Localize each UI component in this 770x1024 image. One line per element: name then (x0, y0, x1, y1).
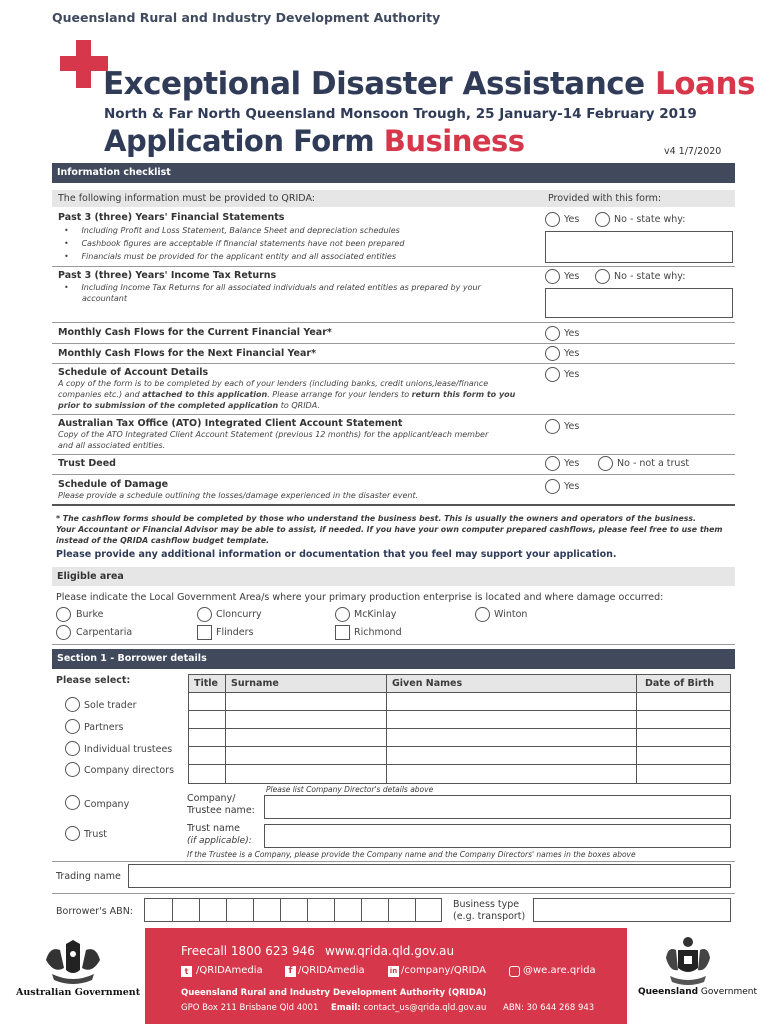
directors-note: Please list Company Director's details above (266, 785, 434, 794)
area-mckinlay-label: McKinlay (354, 609, 397, 620)
australian-government-label: Australian Government (16, 987, 141, 998)
footer-panel (145, 928, 627, 1024)
tax-yes-radio[interactable] (545, 269, 560, 284)
type-company-directors-radio[interactable] (65, 762, 80, 777)
type-sole-trader-label: Sole trader (84, 700, 137, 711)
table-row[interactable] (387, 765, 637, 784)
borrower-table (188, 674, 731, 784)
account-details-yes-label: Yes (564, 369, 580, 380)
cashflow-current-yes-label: Yes (564, 328, 580, 339)
cashflow-next-yes-radio[interactable] (545, 346, 560, 361)
account-details-label: Schedule of Account Details (58, 367, 209, 378)
ato-statement-line-2: and all associated entities. (58, 441, 166, 450)
instagram-icon (509, 966, 520, 977)
business-type-input[interactable] (533, 898, 731, 922)
damage-schedule-line-1: Please provide a schedule outlining the losses/damage experienced in the disaster event. (58, 491, 419, 500)
financial-yes-label: Yes (564, 214, 580, 225)
cashflow-note-1: * The cashflow forms should be completed by those who understand the business best. This is usually the owners and operators of the business. (56, 514, 697, 523)
version-label: v4 1/7/2020 (664, 146, 722, 157)
financial-no-radio[interactable] (595, 212, 610, 227)
damage-yes-label: Yes (564, 481, 580, 492)
financial-bullet-2: • Cashbook figures are acceptable if financial statements have not been prepared (64, 239, 405, 248)
website-link[interactable]: www.qrida.qld.gov.au (325, 944, 455, 958)
facebook-handle[interactable]: /QRIDAmedia (298, 965, 365, 976)
tax-bullet-1: • Including Income Tax Returns for all associated individuals and related entities as prepared by your (64, 283, 481, 292)
footer-email[interactable]: Email: contact_us@qrida.qld.gov.au (331, 1003, 487, 1013)
table-row[interactable] (387, 747, 637, 765)
footer-org-name: Queensland Rural and Industry Development Authority (QRIDA) (181, 988, 487, 998)
twitter-handle[interactable]: /QRIDAmedia (196, 965, 263, 976)
col-dob: Date of Birth (645, 678, 715, 689)
table-row[interactable] (189, 711, 226, 729)
checklist-header: Information checklist (52, 163, 735, 183)
account-details-line-3: prior to submission of the completed application to QRIDA. (58, 401, 320, 410)
type-partners-radio[interactable] (65, 719, 80, 734)
table-row[interactable] (637, 711, 731, 729)
tax-returns-label: Past 3 (three) Years' Income Tax Returns (58, 270, 277, 281)
queensland-government-crest-icon (662, 934, 714, 986)
cashflow-next-yes-label: Yes (564, 348, 580, 359)
trust-deed-no-radio[interactable] (598, 456, 613, 471)
cashflow-current-yes-radio[interactable] (545, 326, 560, 341)
checklist-col-left: The following information must be provided to QRIDA: (58, 193, 315, 204)
plus-logo-icon (60, 40, 108, 88)
main-title: Exceptional Disaster Assistance Loans (103, 66, 755, 102)
table-row[interactable] (189, 729, 226, 747)
trading-name-label: Trading name (56, 871, 121, 882)
account-details-line-1: A copy of the form is to be completed by each of your lenders (including banks, credit unions,lease/finance (58, 379, 489, 388)
area-winton-radio[interactable] (475, 607, 490, 622)
area-burke-radio[interactable] (56, 607, 71, 622)
table-row[interactable] (189, 765, 226, 784)
type-company-radio[interactable] (65, 795, 80, 810)
company-name-label-1: Company/ (187, 793, 236, 804)
table-row[interactable] (189, 747, 226, 765)
cashflow-current-label: Monthly Cash Flows for the Current Financial Year* (58, 327, 332, 338)
trust-name-input[interactable] (264, 824, 731, 848)
financial-bullet-1: • Including Profit and Loss Statement, Balance Sheet and depreciation schedules (64, 226, 400, 235)
financial-bullet-3: • Financials must be provided for the applicant entity and all associated entities (64, 252, 397, 261)
australian-government-crest-icon (40, 940, 106, 986)
company-name-label-2: Trustee name: (187, 805, 255, 816)
eligible-area-header: Eligible area (52, 567, 735, 586)
type-individual-trustees-label: Individual trustees (84, 744, 173, 755)
facebook-icon: f (285, 966, 296, 977)
footer-address: GPO Box 211 Brisbane Qld 4001 (181, 1003, 319, 1013)
table-row[interactable] (387, 711, 637, 729)
ato-yes-label: Yes (564, 421, 580, 432)
form-title: Application Form Business (104, 124, 525, 158)
col-title: Title (194, 678, 218, 689)
type-company-label: Company (84, 799, 130, 810)
table-row[interactable] (637, 765, 731, 784)
instagram-handle[interactable]: @we.are.qrida (523, 965, 596, 976)
area-richmond-label: Richmond (354, 627, 402, 638)
table-row[interactable] (637, 747, 731, 765)
type-company-directors-label: Company directors (84, 765, 175, 776)
twitter-icon: t (181, 966, 192, 977)
area-winton-label: Winton (494, 609, 528, 620)
queensland-government-label: Queensland Government (638, 987, 758, 997)
abn-label: Borrower's ABN: (56, 906, 134, 917)
ato-statement-label: Australian Tax Office (ATO) Integrated Client Account Statement (58, 418, 403, 429)
subtitle: North & Far North Queensland Monsoon Trough, 25 January-14 February 2019 (104, 106, 697, 122)
type-partners-label: Partners (84, 722, 124, 733)
authority-name: Queensland Rural and Industry Development Authority (52, 10, 441, 25)
trust-deed-no-label: No - not a trust (617, 458, 690, 469)
tax-no-label: No - state why: (614, 271, 686, 282)
section1-header: Section 1 - Borrower details (52, 649, 735, 669)
business-type-label-1: Business type (453, 899, 520, 910)
col-given-names: Given Names (392, 678, 463, 689)
financial-no-label: No - state why: (614, 214, 686, 225)
area-carpentaria-label: Carpentaria (76, 627, 133, 638)
table-row[interactable] (637, 729, 731, 747)
trading-name-input[interactable] (128, 864, 731, 888)
type-sole-trader-radio[interactable] (65, 697, 80, 712)
table-row[interactable] (387, 729, 637, 747)
area-cloncurry-label: Cloncurry (216, 609, 262, 620)
cashflow-next-label: Monthly Cash Flows for the Next Financial Year* (58, 348, 317, 359)
area-flinders-label: Flinders (216, 627, 254, 638)
checklist-col-right: Provided with this form: (548, 193, 662, 204)
company-name-input[interactable] (264, 795, 731, 819)
account-details-line-2: companies etc.) and attached to this application. Please arrange for your lenders to return this form to you (58, 390, 516, 399)
cashflow-note-2: Your Accountant or Financial Advisor may be able to assist, if needed. If you have your own computer prepared cashflows, please feel free to use them (56, 525, 723, 534)
tax-no-radio[interactable] (595, 269, 610, 284)
table-row[interactable] (226, 729, 387, 747)
table-row[interactable] (226, 711, 387, 729)
trust-deed-yes-label: Yes (564, 458, 580, 469)
area-richmond-checkbox[interactable] (335, 625, 350, 640)
type-trust-label: Trust (84, 829, 108, 840)
linkedin-handle[interactable]: /company/QRIDA (401, 965, 486, 976)
area-burke-label: Burke (76, 609, 104, 620)
footer-abn: ABN: 30 644 268 943 (503, 1003, 595, 1013)
account-details-yes-radio[interactable] (545, 367, 560, 382)
area-cloncurry-radio[interactable] (197, 607, 212, 622)
financial-yes-radio[interactable] (545, 212, 560, 227)
tax-bullet-2: accountant (82, 294, 127, 303)
abn-input[interactable] (144, 898, 442, 922)
table-row[interactable] (226, 747, 387, 765)
type-individual-trustees-radio[interactable] (65, 741, 80, 756)
trust-name-label-1: Trust name (187, 823, 240, 834)
financial-statements-label: Past 3 (three) Years' Financial Statements (58, 212, 285, 223)
additional-info-note: Please provide any additional information or documentation that you feel may support your application. (56, 549, 617, 560)
table-row[interactable] (387, 693, 637, 711)
eligible-area-prompt: Please indicate the Local Government Area/s where your primary production enterprise is located and where damage occurred: (56, 592, 664, 603)
table-row[interactable] (189, 693, 226, 711)
col-surname: Surname (231, 678, 279, 689)
please-select-label: Please select: (56, 675, 131, 686)
linkedin-icon: in (389, 967, 398, 975)
ato-yes-radio[interactable] (545, 419, 560, 434)
business-type-label-2: (e.g. transport) (453, 911, 526, 922)
table-row[interactable] (637, 693, 731, 711)
trustee-note: If the Trustee is a Company, please provide the Company name and the Company Directors' names in the boxes above (187, 850, 636, 859)
financial-reason-input[interactable] (545, 231, 733, 263)
tax-reason-input[interactable] (545, 288, 733, 318)
damage-yes-radio[interactable] (545, 479, 560, 494)
trust-name-label-2: (if applicable): (187, 836, 252, 846)
table-row[interactable] (226, 693, 387, 711)
area-flinders-checkbox[interactable] (197, 625, 212, 640)
cashflow-note-3: instead of the QRIDA cashflow budget template. (56, 536, 270, 545)
trust-deed-yes-radio[interactable] (545, 456, 560, 471)
type-trust-radio[interactable] (65, 826, 80, 841)
ato-statement-line-1: Copy of the ATO Integrated Client Account Statement (previous 12 months) for the applicant/each member (58, 430, 489, 439)
table-row[interactable] (226, 765, 387, 784)
tax-yes-label: Yes (564, 271, 580, 282)
damage-schedule-label: Schedule of Damage (58, 479, 169, 490)
area-mckinlay-radio[interactable] (335, 607, 350, 622)
freecall-number[interactable]: Freecall 1800 623 946 (181, 944, 315, 958)
trust-deed-label: Trust Deed (58, 458, 116, 469)
area-carpentaria-radio[interactable] (56, 625, 71, 640)
